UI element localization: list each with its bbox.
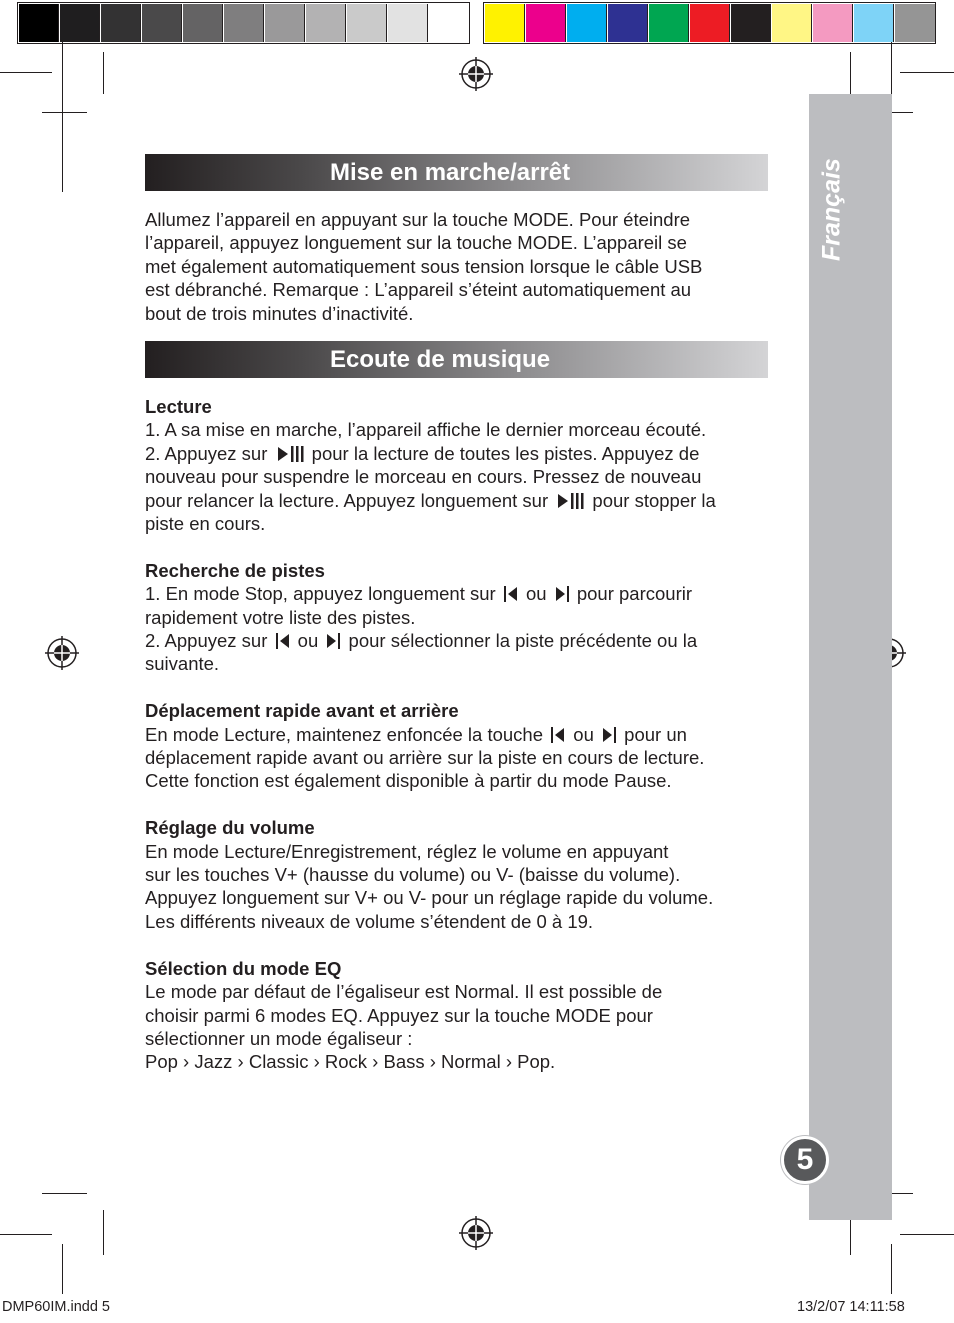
crop-mark: [0, 72, 52, 73]
crop-mark: [0, 1234, 52, 1235]
color-calibration-bar: [483, 2, 936, 44]
subheading-lecture: Lecture: [145, 396, 212, 417]
play-pause-icon: [555, 492, 585, 510]
footer-timestamp: 13/2/07 14:11:58: [797, 1299, 905, 1315]
crop-mark: [62, 1244, 63, 1294]
text-line: 1. A sa mise en marche, l’appareil affiche le dernier morceau écouté.: [145, 419, 707, 441]
text-line: [145, 723, 770, 746]
text-line: rapidement votre liste des pistes.: [145, 606, 416, 628]
text-line: [145, 489, 770, 512]
text-segment: ou: [568, 723, 600, 745]
text-segment: pour stopper la: [587, 489, 716, 511]
subheading-deplacement: Déplacement rapide avant et arrière: [145, 700, 459, 722]
crop-mark: [103, 1210, 104, 1255]
text-line: [145, 582, 770, 605]
text-line: sélectionner un mode égaliseur :: [145, 1027, 413, 1049]
text-line: [145, 629, 770, 652]
color-swatch: [306, 4, 346, 42]
text-segment: 1. En mode Stop, appuyez longuement sur: [145, 583, 501, 605]
text-segment: pour parcourir: [571, 583, 693, 605]
music-content: [145, 395, 770, 1074]
section-heading-power: Mise en marche/arrêt: [145, 154, 768, 191]
text-line: sur les touches V+ (hausse du volume) ou V- (baisse du volume).: [145, 864, 681, 886]
color-swatch: [19, 4, 59, 42]
color-swatch: [731, 4, 771, 42]
text-line: Les différents niveaux de volume s’étendent de 0 à 19.: [145, 910, 594, 932]
subheading-volume: Réglage du volume: [145, 817, 315, 839]
crop-mark: [900, 72, 954, 73]
crop-mark: [850, 52, 851, 94]
text-segment: 2. Appuyez sur: [145, 442, 273, 464]
color-swatch: [347, 4, 387, 42]
next-icon: [554, 585, 570, 603]
color-swatch: [567, 4, 607, 42]
color-swatch: [388, 4, 428, 42]
color-swatch: [60, 4, 100, 42]
text-segment: pour un: [619, 723, 687, 745]
text-line: nouveau pour suspendre le morceau en cours. Pressez de nouveau: [145, 466, 702, 488]
next-icon: [325, 632, 341, 650]
crop-mark: [103, 52, 104, 94]
text-line: met également automatiquement sous tension lorsque le câble USB: [145, 255, 703, 277]
section-heading-music: Ecoute de musique: [145, 341, 768, 378]
color-swatch: [813, 4, 853, 42]
next-icon: [601, 726, 617, 744]
crop-mark: [62, 42, 63, 192]
text-segment: En mode Lecture, maintenez enfoncée la touche: [145, 723, 549, 745]
text-line: bout de trois minutes d’inactivité.: [145, 302, 414, 324]
color-swatch: [854, 4, 894, 42]
footer-filename: DMP60IM.indd 5: [2, 1299, 110, 1315]
text-segment: ou: [520, 583, 552, 605]
crop-mark: [891, 42, 892, 94]
color-swatch: [690, 4, 730, 42]
subheading-recherche: Recherche de pistes: [145, 559, 325, 581]
color-swatch: [772, 4, 812, 42]
text-line: déplacement rapide avant ou arrière sur la piste en cours de lecture.: [145, 747, 705, 769]
gray-calibration-bar: [17, 2, 470, 44]
registration-mark-icon: [45, 636, 79, 670]
crop-mark: [42, 112, 87, 113]
color-swatch: [101, 4, 141, 42]
text-line: En mode Lecture/Enregistrement, réglez le volume en appuyant: [145, 840, 669, 862]
color-swatch: [224, 4, 264, 42]
text-line: Cette fonction est également disponible à partir du mode Pause.: [145, 770, 672, 792]
text-line: [145, 442, 770, 465]
color-swatch: [142, 4, 182, 42]
color-swatch: [526, 4, 566, 42]
color-swatch: [429, 4, 469, 42]
text-line: Appuyez longuement sur V+ ou V- pour un réglage rapide du volume.: [145, 887, 714, 909]
language-label: Français: [817, 158, 846, 262]
power-paragraph: [145, 208, 770, 325]
text-line: Allumez l’appareil en appuyant sur la touche MODE. Pour éteindre: [145, 209, 691, 230]
text-segment: pour la lecture de toutes les pistes. Appuyez de: [306, 442, 700, 464]
color-swatch: [485, 4, 525, 42]
previous-icon: [550, 726, 566, 744]
text-segment: pour sélectionner la piste précédente ou la: [343, 630, 698, 652]
previous-icon: [275, 632, 291, 650]
text-line: l’appareil, appuyez longuement sur la touche MODE. L’appareil se: [145, 232, 687, 254]
text-segment: pour relancer la lecture. Appuyez longuement sur: [145, 489, 554, 511]
crop-mark: [900, 1234, 954, 1235]
registration-mark-icon: [459, 57, 493, 91]
crop-mark: [42, 1193, 87, 1194]
text-line: choisir parmi 6 modes EQ. Appuyez sur la touche MODE pour: [145, 1004, 653, 1026]
play-pause-icon: [275, 445, 305, 463]
color-swatch: [649, 4, 689, 42]
page-number-badge: 5: [781, 1136, 829, 1184]
text-line: Pop › Jazz › Classic › Rock › Bass › Normal › Pop.: [145, 1051, 556, 1073]
text-line: suivante.: [145, 653, 220, 675]
color-swatch: [895, 4, 935, 42]
color-swatch: [183, 4, 223, 42]
text-segment: ou: [292, 630, 324, 652]
text-segment: 2. Appuyez sur: [145, 630, 273, 652]
previous-icon: [503, 585, 519, 603]
crop-mark: [891, 1244, 892, 1294]
registration-mark-icon: [459, 1216, 493, 1250]
text-line: Le mode par défaut de l’égaliseur est Normal. Il est possible de: [145, 981, 663, 1003]
color-swatch: [265, 4, 305, 42]
subheading-eq: Sélection du mode EQ: [145, 957, 342, 979]
text-line: piste en cours.: [145, 513, 266, 535]
color-swatch: [608, 4, 648, 42]
text-line: est débranché. Remarque : L’appareil s’éteint automatiquement au: [145, 279, 692, 301]
